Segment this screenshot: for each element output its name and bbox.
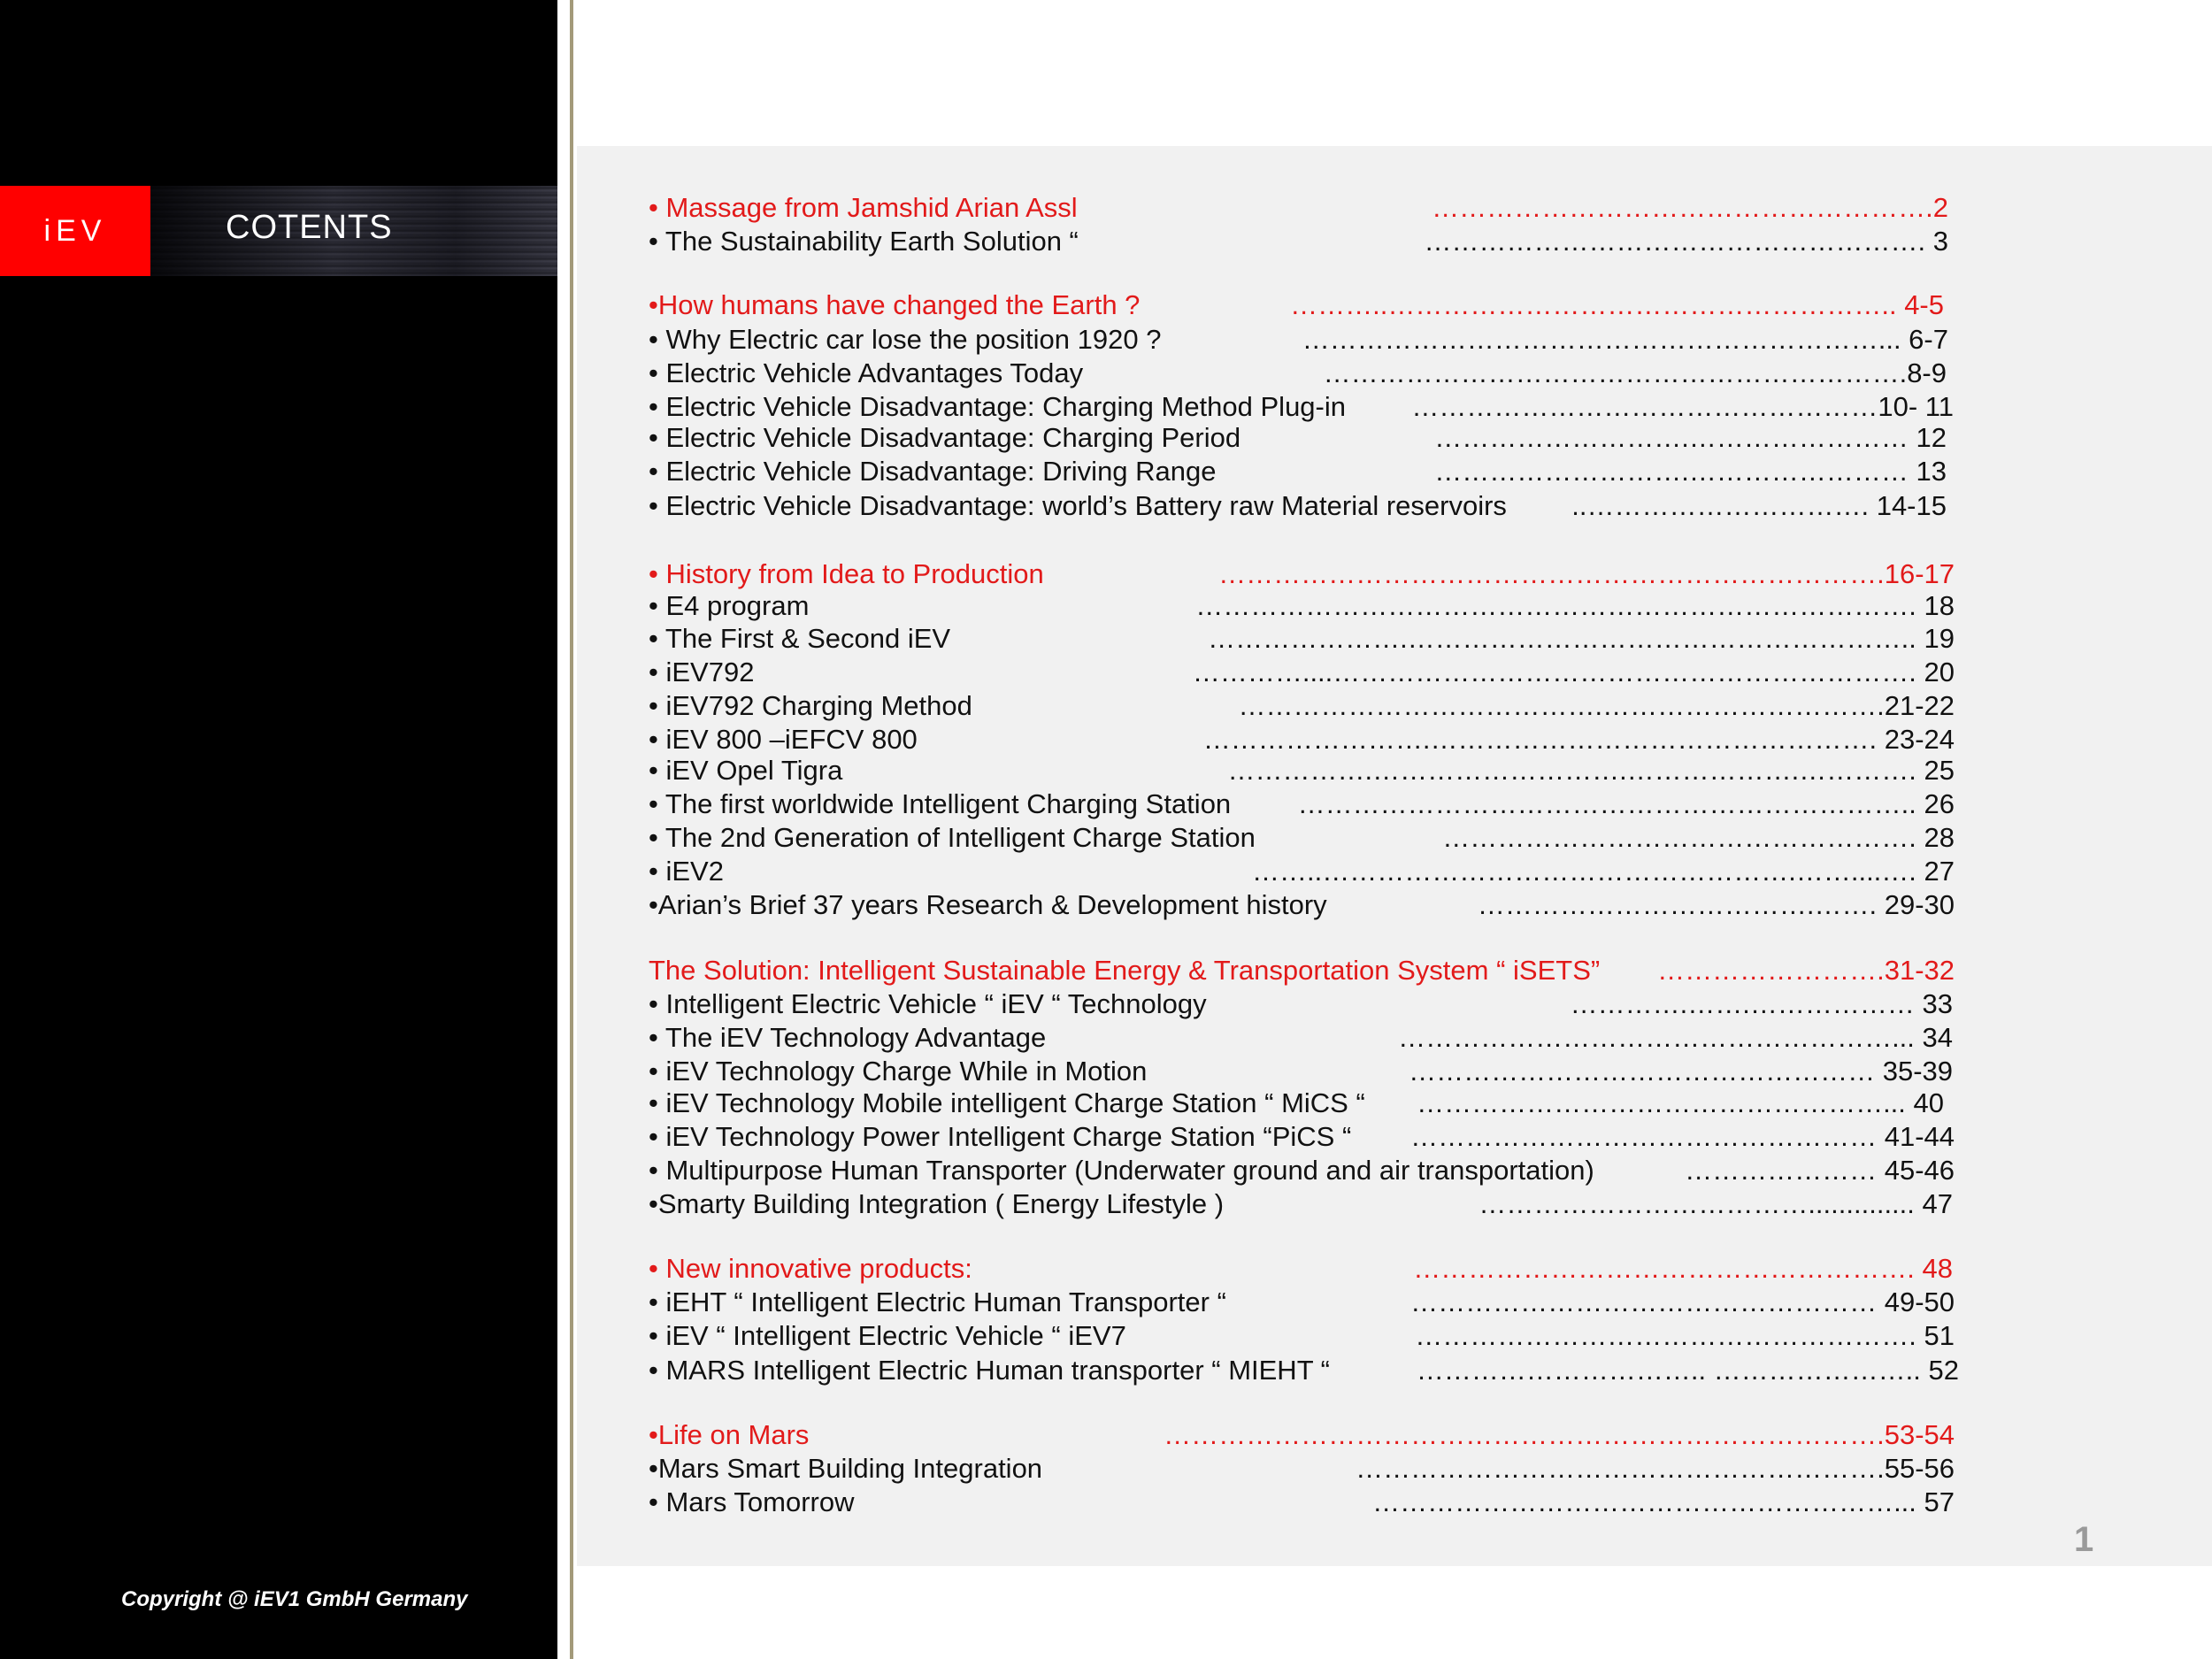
- toc-entry-page: …………………………………………… 41-44: [1410, 1121, 1955, 1152]
- toc-entry: [649, 191, 1948, 227]
- brand-logo-box: [0, 186, 150, 276]
- toc-entry-label: • Mars Tomorrow: [649, 1486, 855, 1517]
- toc-entry: [649, 1087, 1944, 1122]
- toc-entry: [649, 421, 1947, 457]
- toc-entry-label: •Mars Smart Building Integration: [649, 1453, 1043, 1484]
- toc-entry: [649, 323, 1948, 358]
- toc-entry-label: • Electric Vehicle Disadvantage: Charging Period: [649, 422, 1241, 453]
- toc-entry-label: • Multipurpose Human Transporter (Underwater ground and air transportation): [649, 1155, 1594, 1186]
- toc-entry-page: ………………………………………………. 48: [1413, 1253, 1953, 1284]
- toc-entry: [649, 390, 1954, 426]
- toc-entry: [649, 589, 1955, 625]
- toc-entry-label: • The First & Second iEV: [649, 623, 951, 654]
- toc-entry: [649, 1120, 1955, 1156]
- toc-entry-page: ……………………………………………10- 11: [1411, 391, 1954, 422]
- toc-entry-page: ……………………….…………………… 12: [1434, 422, 1947, 453]
- toc-entry: [649, 689, 1955, 725]
- toc-entry: [649, 954, 1955, 989]
- toc-entry: [649, 888, 1955, 924]
- toc-entry-page: ………………………………………………. 3: [1424, 226, 1948, 257]
- toc-entry-page: ………………………………….………………………….21-22: [1238, 690, 1955, 721]
- toc-entry: [649, 557, 1955, 593]
- toc-entry-label: • iEV Technology Power Intelligent Charge Station “PiCS “: [649, 1121, 1352, 1152]
- toc-entry: [649, 1354, 1959, 1389]
- toc-entry: [649, 855, 1955, 890]
- toc-entry: [649, 1452, 1955, 1487]
- toc-entry-page: ……………………………………………………………….16-17: [1218, 558, 1955, 589]
- toc-entry-page: ……..…………………………………………….……....…. 27: [1252, 856, 1955, 887]
- toc-entry-label: •Smarty Building Integration ( Energy Lifestyle ): [649, 1188, 1225, 1219]
- toc-entry: [649, 225, 1948, 260]
- toc-entry-label: • The Sustainability Earth Solution “: [649, 226, 1079, 257]
- divider-line: [570, 0, 573, 1659]
- toc-entry-label: • Why Electric car lose the position 1920 ?: [649, 324, 1162, 355]
- toc-entry-page: ..…………………………. 14-15: [1571, 490, 1947, 521]
- toc-entry: [649, 656, 1955, 691]
- toc-entry: [649, 1486, 1955, 1521]
- toc-entry-page: …………………….31-32: [1657, 955, 1955, 986]
- toc-entry-page: …………………………………………… 35-39: [1409, 1056, 1953, 1087]
- toc-entry-page: …………....………………………………………………………. 20: [1192, 657, 1955, 687]
- toc-entry-label: • iEV Technology Mobile intelligent Charge Station “ MiCS “: [649, 1087, 1365, 1118]
- toc-entry-label: • New innovative products:: [649, 1253, 972, 1284]
- toc-entry-label: • The first worldwide Intelligent Charging Station: [649, 788, 1232, 819]
- toc-entry-page: ………………………………………………………….. 26: [1297, 788, 1955, 819]
- toc-entry: [649, 987, 1953, 1023]
- page-title: COTENTS: [226, 209, 393, 246]
- toc-entry-label: • iEV “ Intelligent Electric Vehicle “ iEV7: [649, 1320, 1126, 1351]
- toc-entry-page: ………………………………………………….55-56: [1356, 1453, 1955, 1484]
- toc-entry-label: The Solution: Intelligent Sustainable Energy & Transportation System “ iSETS”: [649, 955, 1601, 986]
- toc-entry-label: •Life on Mars: [649, 1419, 810, 1450]
- toc-entry-page: ……………………………………………………………………. 18: [1195, 590, 1955, 621]
- toc-entry-page: …………………………………………………... 57: [1372, 1486, 1955, 1517]
- toc-entry: [649, 1252, 1953, 1287]
- toc-entry-label: • iEV 800 –iEFCV 800: [649, 724, 918, 755]
- toc-entry-label: • Massage from Jamshid Arian Assl: [649, 192, 1078, 223]
- toc-entry: [649, 723, 1955, 758]
- toc-entry-label: • iEV Technology Charge While in Motion: [649, 1056, 1148, 1087]
- toc-entry-label: • Electric Vehicle Disadvantage: world’s Battery raw Material reservoirs: [649, 490, 1507, 521]
- toc-entry-label: • The iEV Technology Advantage: [649, 1022, 1047, 1053]
- copyright-text: Copyright @ iEV1 GmbH Germany: [121, 1587, 468, 1611]
- toc-entry-page: ………………………………………………. 51: [1415, 1320, 1955, 1351]
- toc-entry-label: • Electric Vehicle Advantages Today: [649, 357, 1084, 388]
- toc-entry-label: • Intelligent Electric Vehicle “ iEV “ Technology: [649, 988, 1207, 1019]
- toc-entry-page: ………………… 45-46: [1685, 1155, 1955, 1186]
- toc-entry-page: ………………………….. ………………….. 52: [1416, 1355, 1959, 1386]
- toc-entry-page: ……………………….…………………… 13: [1434, 456, 1947, 487]
- toc-entry: [649, 1055, 1953, 1090]
- toc-entry: [649, 1021, 1953, 1056]
- toc-entry: [649, 1286, 1955, 1321]
- toc-entry-page: …………………………………………………………………….53-54: [1164, 1419, 1955, 1450]
- toc-entry-page: …………………….…………………………………………. 23-24: [1202, 724, 1955, 755]
- toc-entry: [649, 1154, 1955, 1189]
- toc-entry-label: • iEV792 Charging Method: [649, 690, 972, 721]
- brand-logo: iEV: [43, 213, 107, 248]
- title-bar: [150, 186, 557, 276]
- toc-entry-label: • The 2nd Generation of Intelligent Charge Station: [649, 822, 1256, 853]
- toc-entry-page: …………….……………………….……………….…………. 25: [1227, 755, 1955, 786]
- toc-entry: [649, 288, 1944, 324]
- toc-entry-page: ……………………………………………. 28: [1442, 822, 1955, 853]
- toc-entry-label: • iEHT “ Intelligent Electric Human Transporter “: [649, 1286, 1226, 1317]
- toc-entry-label: • History from Idea to Production: [649, 558, 1044, 589]
- toc-entry-label: •Arian’s Brief 37 years Research & Development history: [649, 889, 1327, 920]
- toc-entry-label: • E4 program: [649, 590, 810, 621]
- toc-entry-page: ………..……………………………………………….. 4-5: [1290, 289, 1944, 320]
- toc-entry-page: ………………………………………………………... 6-7: [1302, 324, 1948, 355]
- toc-entry: [649, 787, 1955, 823]
- toc-entry-label: • MARS Intelligent Electric Human transporter “ MIEHT “: [649, 1355, 1331, 1386]
- toc-entry-page: ……………………………………………….2: [1432, 192, 1948, 223]
- toc-entry: [649, 489, 1947, 525]
- toc-entry-page: ……………………………………………………….8-9: [1323, 357, 1947, 388]
- toc-entry: [649, 754, 1955, 789]
- page-number: 1: [2074, 1520, 2094, 1559]
- toc-entry-page: ……………………………….……. 29-30: [1477, 889, 1955, 920]
- toc-entry: [649, 821, 1955, 856]
- toc-entry: [649, 357, 1947, 392]
- toc-entry-label: • Electric Vehicle Disadvantage: Charging Method Plug-in: [649, 391, 1347, 422]
- toc-entry-label: • Electric Vehicle Disadvantage: Driving Range: [649, 456, 1217, 487]
- toc-entry: [649, 1418, 1955, 1454]
- toc-entry-label: •How humans have changed the Earth ?: [649, 289, 1141, 320]
- toc-entry-page: …………………………………………… 49-50: [1410, 1286, 1955, 1317]
- toc-entry: [649, 1319, 1955, 1355]
- toc-entry-label: • iEV792: [649, 657, 755, 687]
- toc-entry: [649, 1187, 1953, 1223]
- toc-entry: [649, 622, 1955, 657]
- toc-entry: [649, 455, 1947, 490]
- toc-entry-label: • iEV2: [649, 856, 724, 887]
- toc-entry-label: • iEV Opel Tigra: [649, 755, 843, 786]
- toc-entry-page: ………………….……………………………………………….. 19: [1208, 623, 1955, 654]
- toc-entry-page: ……………………………………………... 40: [1417, 1087, 1944, 1118]
- toc-entry-page: ………….…….……………… 33: [1570, 988, 1953, 1019]
- toc-entry-page: ……………………………….............. 47: [1479, 1188, 1953, 1219]
- toc-entry-page: ………………………………………………... 34: [1398, 1022, 1953, 1053]
